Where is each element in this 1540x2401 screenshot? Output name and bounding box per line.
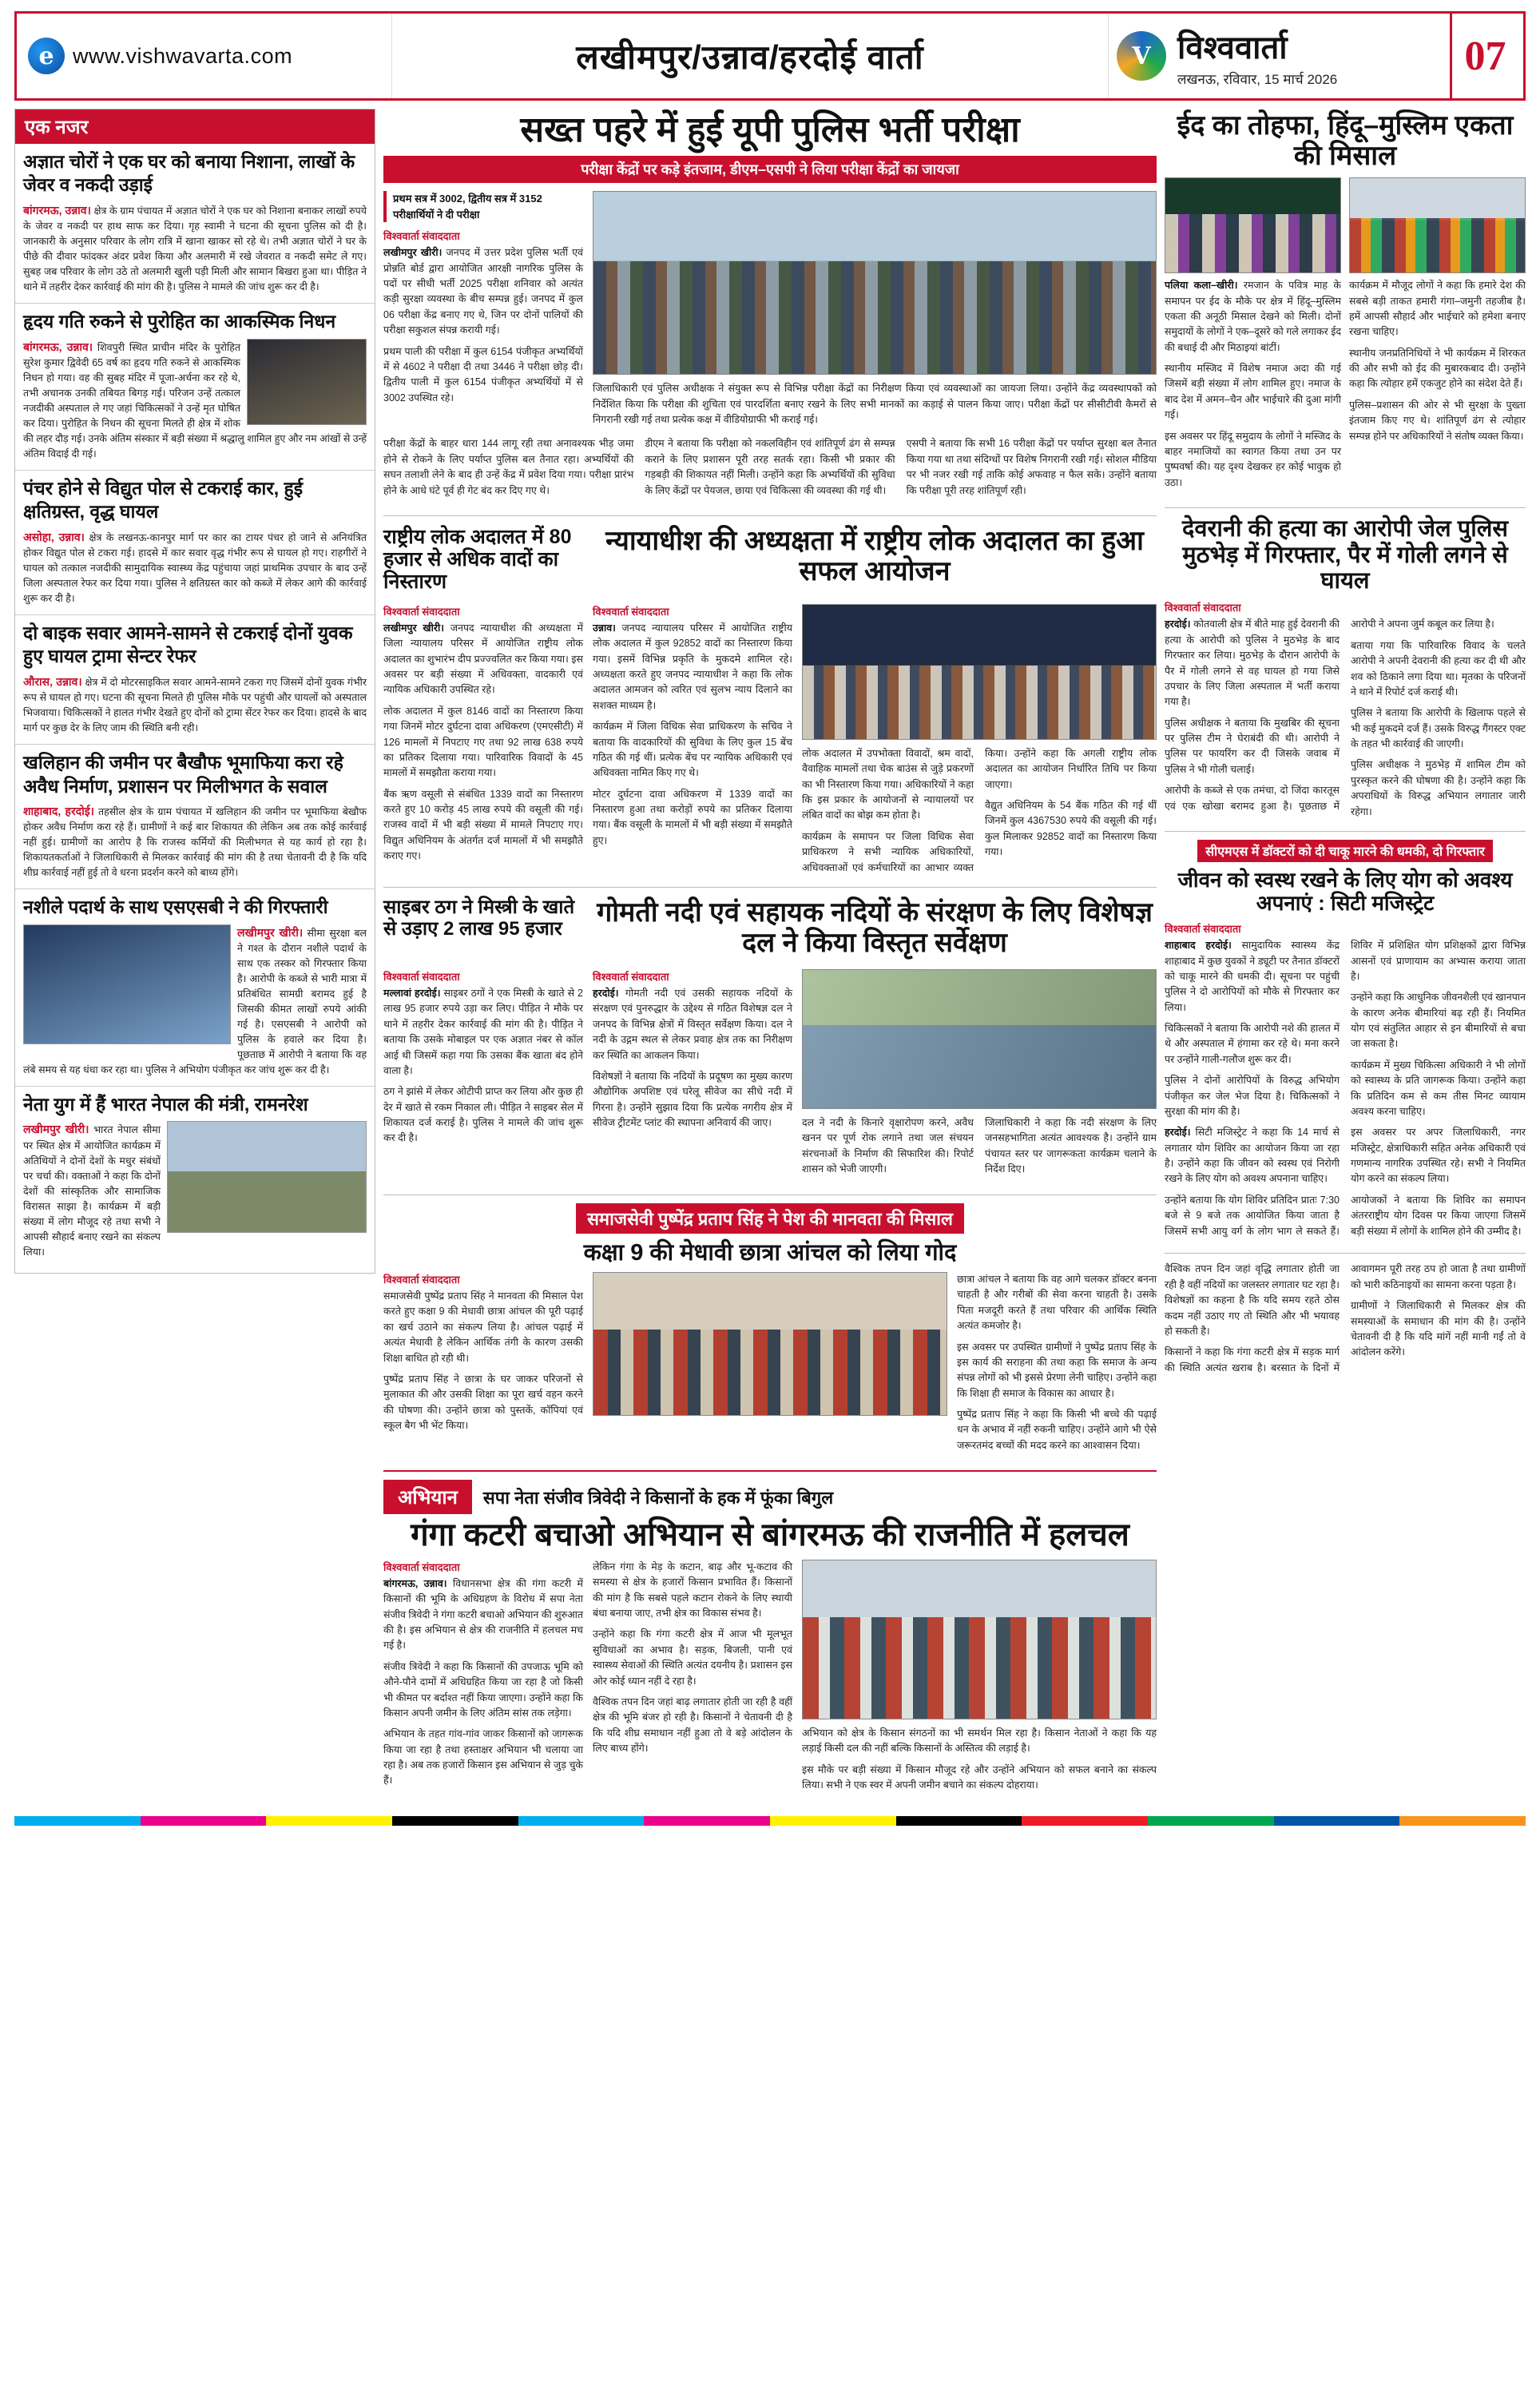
brand-mark-icon: V	[1117, 31, 1166, 81]
byline: विश्ववार्ता संवाददाता	[383, 230, 460, 243]
sidebar-item-text: क्षेत्र के लखनऊ-कानपुर मार्ग पर कार का टायर पंचर हो जाने से अनियंत्रित होकर विद्युत पोल से टकरा गई। हादसे में कार सवार वृद्ध गंभीर रूप से घायल हो गए। राहगीरों ने घायल को तत्काल नजदीकी सामुदायिक स्वास्थ्य केंद्र पहुंचाया जहां प्राथमिक उपचार के बाद उन्हें जिला अस्पताल रेफर कर दिया गया। पुलिस ने क्षतिग्रस्त कार को कब्जे में लेकर आगे की कार्रवाई शुरू कर दी है।	[23, 531, 367, 604]
article-photo	[802, 969, 1157, 1109]
right-column	[1165, 109, 1526, 1810]
list-item[interactable]	[15, 889, 375, 1087]
sidebar-item-text: सीमा सुरक्षा बल ने गश्त के दौरान नशीले पदार्थ के साथ एक तस्कर को गिरफ्तार किया है। आरोपी के कब्जे से भारी मात्रा में प्रतिबंधित सामग्री बरामद हुई है जिसकी कीमत लाखों रुपये आंकी गई है। एसएसबी ने आरोपी को पुलिस के हवाले कर दिया है। पूछताछ में आरोपी ने बताया कि वह लंबे समय से यह धंधा कर रहा था। पुलिस ने अभियोग पंजीकृत कर जांच शुरू कर दी है।	[23, 927, 367, 1075]
article-paragraph: वैश्विक तपन दिन जहां वृद्धि लगातार होती जा रही है वहीं नदियों का जलस्तर लगातार घट रहा है। विशेषज्ञों का कहना है कि यदि समय रहते ठोस कदम नहीं उठाए गए तो स्थिति और भी भयावह हो सकती है।	[1165, 1263, 1340, 1337]
article-paragraph: चिकित्सकों ने बताया कि आरोपी नशे की हालत में थे और अस्पताल में हंगामा कर रहे थे। मना करने पर उन्होंने गाली-गलौज शुरू कर दी।	[1165, 1023, 1340, 1065]
page-title: सख्त पहरे में हुई यूपी पुलिस भर्ती परीक्षा	[520, 110, 1020, 149]
article-yoga	[1165, 840, 1526, 1242]
article-paragraph: इस मौके पर बड़ी संख्या में किसान मौजूद रहे और उन्होंने अभियान को सफल बनाने का संकल्प लिया। सभी ने एक स्वर में अपनी जमीन बचाने का संकल्प दोहराया।	[802, 1763, 1157, 1791]
sidebar-photo	[23, 924, 231, 1044]
brand-dateline: लखनऊ, रविवार, 15 मार्च 2026	[1177, 72, 1338, 87]
masthead	[14, 11, 1526, 101]
edition-title: लखीमपुर/उन्नाव/हरदोई वार्ता	[576, 38, 924, 76]
article-photo	[802, 1560, 1157, 1719]
article-paragraph: पुलिस ने बताया कि आरोपी के खिलाफ पहले से भी कई मुकदमे दर्ज हैं। उसके विरुद्ध गैंगस्टर एक्ट के तहत भी कार्रवाई की जाएगी।	[1351, 707, 1526, 750]
article-paragraph: दल ने नदी के किनारे वृक्षारोपण करने, अवैध खनन पर पूर्ण रोक लगाने तथा जल संचयन संरचनाओं के निर्माण की सिफारिश की। रिपोर्ट शासन को भेजी जाएगी।	[802, 1117, 974, 1175]
article-police-exam	[383, 110, 1157, 504]
article-paragraph: रमजान के पवित्र माह के समापन पर ईद के मौके पर क्षेत्र में हिंदू–मुस्लिम एकता की अनूठी मिसाल देखने को मिली। दोनों समुदायों के लोगों ने एक–दूसरे को गले लगाकर ईद की बधाई दी और मिठाइयां बांटीं।	[1165, 280, 1341, 353]
article-paragraph: स्थानीय जनप्रतिनिधियों ने भी कार्यक्रम में शिरकत की और सभी को ईद की मुबारकबाद दी। उन्होंने कहा कि त्योहार हमें एकजुट होने का संदेश देते हैं।	[1349, 347, 1526, 390]
dateline: शाहाबाद हरदोई।	[1165, 940, 1232, 952]
article-headline: गंगा कटरी बचाओ अभियान से बांगरमऊ की राजनीति में हलचल	[411, 1517, 1129, 1553]
dateline: हरदोई।	[1165, 618, 1191, 630]
sidebar-item-dateline: बांगरमऊ, उन्नाव।	[23, 340, 93, 353]
article-paragraph: उन्होंने कहा कि गंगा कटरी क्षेत्र में आज भी मूलभूत सुविधाओं का अभाव है। सड़क, बिजली, पानी एवं स्वास्थ्य सेवाओं की स्थिति अत्यंत दयनीय है। प्रशासन इस ओर कोई ध्यान नहीं दे रहा है।	[593, 1628, 792, 1687]
sidebar-item-dateline: असोहा, उन्नाव।	[23, 530, 85, 543]
article-headline: समाजसेवी पुष्पेंद्र प्रताप सिंह ने पेश की मानवता की मिसाल	[576, 1203, 964, 1234]
article-paragraph: वैद्युत अधिनियम के 54 बैंक गठित की गई थीं जिनमें कुल 4367530 रुपये की वसूली की गई। कुल मिलाकर 92852 वादों का निस्तारण किया गया।	[985, 800, 1157, 858]
article-paragraph: पुलिस अधीक्षक ने बताया कि मुखबिर की सूचना पर पुलिस टीम ने घेराबंदी की थी। आरोपी ने पुलिस पर फायरिंग कर दी जिसके जवाब में पुलिस ने भी गोली चलाई।	[1165, 717, 1340, 775]
abhiyan-tag: अभियान	[383, 1480, 472, 1514]
dateline: बांगरमऊ, उन्नाव।	[383, 1577, 447, 1589]
masthead-edition-title	[392, 14, 1108, 98]
article-paragraph: समाजसेवी पुष्पेंद्र प्रताप सिंह ने मानवता की मिसाल पेश करते हुए कक्षा 9 की मेधावी छात्रा आंचल की पूरी पढ़ाई का खर्च उठाने का संकल्प लिया है। आंचल पढ़ाई में अत्यंत मेधावी है लेकिन आर्थिक तंगी के कारण उसकी शिक्षा बाधित हो रही थी।	[383, 1290, 583, 1364]
website-url[interactable]: www.vishwavarta.com	[73, 43, 293, 68]
article-paragraph: कार्यक्रम में जिला विधिक सेवा प्राधिकरण के सचिव ने बताया कि वादकारियों की सुविधा के लिए कुल 15 बेंच गठित की गई थीं। प्रत्येक बेंच पर न्यायिक अधिकारी एवं अधिवक्ता नामित किए गए थे।	[593, 721, 792, 779]
dateline: लखीमपुर खीरी।	[383, 247, 443, 259]
dateline: हरदोई।	[1165, 1127, 1191, 1139]
list-item[interactable]	[15, 144, 375, 304]
main-column	[383, 109, 1157, 1810]
article-paragraph: आरोपी के कब्जे से एक तमंचा, दो जिंदा कारतूस एवं एक खोखा बरामद हुआ है। पूछताछ में आरोपी ने अपना जुर्म कबूल कर लिया है।	[1165, 618, 1494, 812]
article-paragraph: जनपद न्यायालय परिसर में आयोजित राष्ट्रीय लोक अदालत में कुल 92852 वादों का निस्तारण किया गया। इसमें विभिन्न प्रकृति के मुकदमे शामिल रहे। अध्यक्षता करते हुए जनपद न्यायाधीश ने कहा कि लोक अदालत आमजन को त्वरित एवं सुलभ न्याय दिलाने का सशक्त माध्यम है।	[593, 622, 792, 711]
masthead-website-block	[17, 14, 392, 98]
byline: विश्ववार्ता संवाददाता	[1165, 923, 1241, 936]
sidebar-item-dateline: लखीमपुर खीरी।	[23, 1123, 89, 1136]
abhiyan-bar	[383, 1480, 1157, 1514]
article-paragraph: गोमती नदी एवं उसकी सहायक नदियों के संरक्षण एवं पुनरुद्धार के उद्देश्य से गठित विशेषज्ञ दल ने जनपद के विभिन्न क्षेत्रों में विस्तृत सर्वेक्षण किया। दल ने नदी के उद्गम स्थल से लेकर प्रवाह क्षेत्र तक का निरीक्षण कर स्थिति का आकलन किया।	[593, 988, 792, 1061]
list-item[interactable]	[15, 615, 375, 745]
sidebar-item-heading: नेता युग में हैं भारत नेपाल की मंत्री, रामनरेश	[23, 1093, 308, 1115]
sidebar-item-heading: अज्ञात चोरों ने एक घर को बनाया निशाना, लाखों के जेवर व नकदी उड़ाई	[23, 151, 355, 196]
article-ganga-continued	[1165, 1262, 1526, 1376]
article-paragraph: कार्यक्रम में मुख्य चिकित्सा अधिकारी ने भी लोगों को स्वास्थ्य के प्रति जागरूक किया। उन्होंने कहा कि प्रतिदिन कम से कम तीस मिनट व्यायाम अवश्य करना चाहिए।	[1351, 1059, 1526, 1117]
article-paragraph: ग्रामीणों ने जिलाधिकारी से मिलकर क्षेत्र की समस्याओं के समाधान की मांग की है। उन्होंने चेतावनी दी है कि यदि मांगें नहीं मानी गईं तो वे आंदोलन करेंगे।	[1351, 1300, 1526, 1358]
page-number: 07	[1450, 14, 1518, 98]
byline: विश्ववार्ता संवाददाता	[593, 971, 669, 984]
article-headline: जीवन को स्वस्थ रखने के लिए योग को अवश्य अपनाएं : सिटी मजिस्ट्रेट	[1177, 867, 1513, 916]
article-paragraph: परीक्षा केंद्रों के बाहर धारा 144 लागू रही तथा अनावश्यक भीड़ जमा होने से रोकने के लिए पर्याप्त पुलिस बल तैनात रहा। अभ्यर्थियों की सघन तलाशी लेने के बाद ही उन्हें केंद्र में प्रवेश दिया गया। परीक्षा प्रारंभ होने के आधे घंटे पूर्व ही गेट बंद कर दिए गए थे।	[383, 438, 634, 496]
list-item[interactable]	[15, 1087, 375, 1268]
article-bullet: प्रथम सत्र में 3002, द्वितीय सत्र में 3152 परीक्षार्थियों ने दी परीक्षा	[383, 191, 583, 222]
article-paragraph: जिलाधिकारी ने कहा कि नदी संरक्षण के लिए जनसहभागिता अत्यंत आवश्यक है। उन्होंने ग्राम पंचायत स्तर पर जागरूकता कार्यक्रम चलाने के निर्देश दिए।	[985, 1117, 1157, 1175]
article-devrani	[1165, 516, 1526, 820]
article-paragraph: अभियान के तहत गांव-गांव जाकर किसानों को जागरूक किया जा रहा है तथा हस्ताक्षर अभियान भी चलाया जा रहा है। अब तक हजारों किसान इस अभियान से जुड़ चुके हैं।	[383, 1728, 583, 1787]
byline: विश्ववार्ता संवाददाता	[383, 1274, 460, 1286]
article-headline: गोमती नदी एवं सहायक नदियों के संरक्षण के लिए विशेषज्ञ दल ने किया विस्तृत सर्वेक्षण	[597, 896, 1153, 958]
article-kicker: सीएमएस में डॉक्टरों को दी चाकू मारने की धमकी, दो गिरफ्तार	[1197, 840, 1493, 862]
byline: विश्ववार्ता संवाददाता	[383, 605, 460, 618]
article-paragraph: विधानसभा क्षेत्र की गंगा कटरी में किसानों की भूमि के अधिग्रहण के विरोध में सपा नेता संजीव त्रिवेदी ने गंगा कटरी बचाओ अभियान की शुरुआत की है। इस अभियान से क्षेत्र की राजनीति में हलचल मच गई है।	[383, 1577, 583, 1652]
byline: विश्ववार्ता संवाददाता	[1165, 602, 1241, 614]
sidebar-photo	[247, 339, 367, 425]
ek-nazar-title: एक नजर	[15, 109, 375, 144]
article-paragraph: इस अवसर पर अपर जिलाधिकारी, नगर मजिस्ट्रेट, क्षेत्राधिकारी सहित अनेक अधिकारी एवं गणमान्य नागरिक उपस्थित रहे। सभी ने नियमित योग करने का संकल्प लिया।	[1351, 1127, 1526, 1185]
article-kicker: राष्ट्रीय लोक अदालत में 80 हजार से अधिक वादों का निस्तारण	[383, 525, 572, 593]
article-headline: देवरानी की हत्या का आरोपी जेल पुलिस मुठभेड़ में गिरफ्तार, पैर में गोली लगने से घायल	[1182, 516, 1508, 594]
sidebar-item-text: भारत नेपाल सीमा पर स्थित क्षेत्र में आयोजित कार्यक्रम में अतिथियों ने दोनों देशों के मधुर संबंधों पर चर्चा की। वक्ताओं ने कहा कि दोनों देशों की सांस्कृतिक और सामाजिक विरासत साझा है। कार्यक्रम में बड़ी संख्या में लोग मौजूद रहे तथा सभी ने आपसी सौहार्द बनाए रखने का संकल्प लिया।	[23, 1124, 161, 1258]
dateline: मल्लावां हरदोई।	[383, 988, 441, 1000]
sidebar-photo	[167, 1121, 367, 1233]
article-paragraph: किसानों ने कहा कि गंगा कटरी क्षेत्र में सड़क मार्ग की स्थिति अत्यंत खराब है। बरसात के दिनों में आवागमन पूरी तरह ठप हो जाता है तथा ग्रामीणों को भारी कठिनाइयों का सामना करना पड़ता है।	[1165, 1263, 1526, 1373]
dateline: हरदोई।	[593, 988, 619, 1000]
article-photo	[1165, 177, 1341, 273]
sidebar-item-dateline: औरास, उन्नाव।	[23, 674, 82, 688]
article-paragraph: संजीव त्रिवेदी ने कहा कि किसानों की उपजाऊ भूमि को औने-पौने दामों में अधिग्रहित किया जा रहा है जो किसी भी कीमत पर बर्दाश्त नहीं किया जाएगा। उन्होंने कहा कि किसान अपनी जमीन के लिए अंतिम सांस तक लड़ेगा।	[383, 1660, 583, 1719]
article-paragraph: एसपी ने बताया कि सभी 16 परीक्षा केंद्रों पर पर्याप्त सुरक्षा बल तैनात किया गया था तथा संदिग्धों पर विशेष निगरानी रखी गई। सोशल मीडिया पर भी नजर रखी गई ताकि कोई अफवाह न फैल सके। उन्होंने बताया कि परीक्षा पूरी तरह शांतिपूर्ण रही।	[906, 438, 1157, 496]
article-paragraph: पुष्पेंद्र प्रताप सिंह ने कहा कि किसी भी बच्चे की पढ़ाई धन के अभाव में नहीं रुकनी चाहिए। उन्होंने आगे भी ऐसे जरूरतमंद बच्चों की मदद करने का आश्वासन दिया।	[957, 1409, 1157, 1451]
article-paragraph: स्थानीय मस्जिद में विशेष नमाज अदा की गई जिसमें बड़ी संख्या में लोग शामिल हुए। नमाज के बाद देश में अमन–चैन और भाईचारे की दुआ मांगी गई।	[1165, 363, 1341, 421]
sidebar-item-heading: दो बाइक सवार आमने-सामने से टकराई दोनों युवक हुए घायल ट्रामा सेन्टर रेफर	[23, 622, 353, 667]
article-abhiyan	[383, 1480, 1157, 1799]
article-paragraph: इस अवसर पर हिंदू समुदाय के लोगों ने मस्जिद के बाहर नमाजियों का स्वागत किया तथा उन पर पुष्पवर्षा की। यह दृश्य देखकर हर कोई भावुक हो उठा।	[1165, 430, 1341, 488]
article-paragraph: अभियान को क्षेत्र के किसान संगठनों का भी समर्थन मिल रहा है। किसान नेताओं ने कहा कि यह लड़ाई किसी दल की नहीं बल्कि किसानों के अस्तित्व की लड़ाई है।	[802, 1727, 1157, 1755]
article-paragraph: उन्होंने कहा कि आधुनिक जीवनशैली एवं खानपान के कारण अनेक बीमारियां बढ़ रही हैं। नियमित योग एवं संतुलित आहार से इन बीमारियों से बचा जा सकता है।	[1351, 992, 1526, 1050]
article-kicker: साइबर ठग ने मिस्त्री के खाते से उड़ाए 2 लाख 95 हजार	[383, 896, 575, 940]
printer-color-bar	[14, 1816, 1526, 1826]
article-samajsevi	[383, 1203, 1157, 1460]
article-photo	[1349, 177, 1526, 273]
article-paragraph: पुलिस ने दोनों आरोपियों के विरुद्ध अभियोग पंजीकृत कर जेल भेज दिया है। चिकित्सकों ने सुरक्षा की मांग की है।	[1165, 1075, 1340, 1117]
article-paragraph: मोटर दुर्घटना दावा अधिकरण में 1339 वादों का निस्तारण हुआ तथा करोड़ों रुपये का प्रतिकर दिलाया गया। बैंक वसूली के मामलों में भी बड़ी संख्या में समझौते हुए।	[593, 788, 792, 846]
dateline: उन्नाव।	[593, 622, 616, 634]
article-headline: ईद का तोहफा, हिंदू–मुस्लिम एकता की मिसाल	[1177, 110, 1514, 172]
ek-nazar-box	[14, 109, 375, 1274]
sidebar-item-heading: हृदय गति रुकने से पुरोहित का आकस्मिक निधन	[23, 311, 336, 332]
article-paragraph: ठग ने झांसे में लेकर ओटीपी प्राप्त कर लिया और कुछ ही देर में खाते से रकम निकाल ली। पीड़ित ने साइबर सेल में शिकायत दर्ज कराई है। पुलिस ने मामले की जांच शुरू कर दी है।	[383, 1086, 583, 1144]
list-item[interactable]	[15, 304, 375, 471]
article-paragraph: बताया गया कि पारिवारिक विवाद के चलते आरोपी ने अपनी देवरानी की हत्या कर दी थी और शव को ठिकाने लगा दिया था। मृतका के परिजनों ने थाने में रिपोर्ट दर्ज कराई थी।	[1351, 639, 1526, 698]
byline: विश्ववार्ता संवाददाता	[593, 605, 669, 618]
page-body	[14, 109, 1526, 1810]
left-column	[14, 109, 375, 1810]
dateline: लखीमपुर खीरी।	[383, 622, 444, 634]
article-paragraph: बैंक ऋण वसूली से संबंधित 1339 वादों का निस्तारण करते हुए 10 करोड़ 45 लाख रुपये की वसूली की गई। राजस्व वादों में भी बड़ी संख्या में मामले निपटाए गए। विद्युत अधिनियम के अंतर्गत दर्ज मामलों में भी समझौते कराए गए।	[383, 788, 583, 862]
sidebar-item-text: क्षेत्र के ग्राम पंचायत में अज्ञात चोरों ने एक घर को निशाना बनाकर लाखों रुपये के जेवर व नकदी पर हाथ साफ कर दिया। गृह स्वामी ने घटना की सूचना पुलिस को दी है। जानकारी के अनुसार परिवार के लोग रात्रि में खाना खाकर सो रहे थे। तभी अज्ञात चोरों ने घर के पीछे की दीवार फांदकर अंदर प्रवेश किया और अलमारी में रखे जेवरात व नकदी समेट ले गए। सुबह जब परिवार के लोग उठे तो अलमारी खुली पड़ी मिली और सामान बिखरा हुआ था। पीड़ित ने थाने में तहरीर देकर कार्रवाई की मांग की है। पुलिस ने मामले की जांच शुरू कर दी है।	[23, 205, 367, 293]
masthead-brand-block	[1108, 14, 1523, 98]
article-paragraph: छात्रा आंचल ने बताया कि वह आगे चलकर डॉक्टर बनना चाहती है और गरीबों की सेवा करना चाहती है। उसके पिता मजदूरी करते हैं तथा परिवार की आर्थिक स्थिति अत्यंत कमजोर है।	[957, 1274, 1157, 1332]
byline: विश्ववार्ता संवाददाता	[383, 971, 460, 984]
article-paragraph: प्रथम पाली की परीक्षा में कुल 6154 पंजीकृत अभ्यर्थियों में से 4602 ने परीक्षा दी तथा 3446 ने परीक्षा छोड़ दी। द्वितीय पाली में कुल 6154 पंजीकृत अभ्यर्थियों में से 3002 उपस्थित रहे।	[383, 345, 583, 403]
article-eid	[1165, 110, 1526, 496]
article-photo	[593, 1272, 947, 1416]
article-paragraph: वैश्विक तपन दिन जहां बाढ़ लगातार होती जा रही है वहीं क्षेत्र की भूमि बंजर हो रही है। किसानों ने चेतावनी दी है कि यदि शीघ्र समाधान नहीं हुआ तो वे बड़े आंदोलन के लिए बाध्य होंगे।	[593, 1695, 792, 1755]
sidebar-item-dateline: लखीमपुर खीरी।	[237, 925, 304, 939]
article-paragraph: पुलिस–प्रशासन की ओर से भी सुरक्षा के पुख्ता इंतजाम किए गए थे। शांतिपूर्ण ढंग से त्योहार सम्पन्न होने पर अधिकारियों ने संतोष व्यक्त किया।	[1349, 399, 1526, 442]
article-paragraph: विशेषज्ञों ने बताया कि नदियों के प्रदूषण का मुख्य कारण औद्योगिक अपशिष्ट एवं घरेलू सीवेज का सीधे नदी में गिरना है। उन्होंने सुझाव दिया कि प्रत्येक नगरीय क्षेत्र में सीवेज ट्रीटमेंट प्लांट की स्थापना अनिवार्य की जाए।	[593, 1070, 792, 1129]
article-photo	[802, 604, 1157, 740]
article-lok-adalat	[383, 524, 1157, 876]
article-paragraph: कार्यक्रम में मौजूद लोगों ने कहा कि हमारे देश की सबसे बड़ी ताकत हमारी गंगा–जमुनी तहजीब है। हमें आपसी सौहार्द और भाईचारे को हमेशा बनाए रखना चाहिए।	[1349, 280, 1526, 338]
article-subhead: कक्षा 9 की मेधावी छात्रा आंचल को लिया गोद	[583, 1239, 957, 1266]
article-paragraph: जनपद में उत्तर प्रदेश पुलिस भर्ती एवं प्रोन्नति बोर्ड द्वारा आयोजित आरक्षी नागरिक पुलिस के पदों पर सीधी भर्ती 2025 परीक्षा शनिवार को अत्यंत कड़ी सुरक्षा व्यवस्था के बीच सम्पन्न हुई। जनपद में कुल 06 परीक्षा केंद्र बनाए गए थे, जिन पर दोनों पालियों की परीक्षा सकुशल संपन्न करायी गई।	[383, 247, 584, 336]
list-item[interactable]	[15, 745, 375, 889]
article-paragraph: पुष्पेंद्र प्रताप सिंह ने छात्रा के घर जाकर परिजनों से मुलाकात की और उसकी शिक्षा का पूरा खर्च वहन करने की घोषणा की। उन्होंने छात्रा को पुस्तकें, कॉपियां एवं स्कूल बैग भी भेंट किया।	[383, 1373, 583, 1432]
abhiyan-tagline: सपा नेता संजीव त्रिवेदी ने किसानों के हक में फूंका बिगुल	[482, 1487, 834, 1508]
article-photo	[593, 191, 1157, 375]
byline: विश्ववार्ता संवाददाता	[383, 1560, 460, 1573]
article-headline: न्यायाधीश की अध्यक्षता में राष्ट्रीय लोक अदालत का हुआ सफल आयोजन	[605, 525, 1144, 586]
article-paragraph: इस अवसर पर उपस्थित ग्रामीणों ने पुष्पेंद्र प्रताप सिंह के इस कार्य की सराहना की तथा कहा कि समाज के अन्य संपन्न लोगों को भी इससे प्रेरणा लेनी चाहिए। उन्होंने कहा कि शिक्षा ही समाज के विकास का आधार है।	[957, 1341, 1157, 1399]
dateline: पलिया कला–खीरी।	[1165, 280, 1238, 292]
article-paragraph: उन्होंने बताया कि योग शिविर प्रतिदिन प्रातः 7:30 बजे से 9 बजे तक आयोजित किया जाता है जिसमें सभी आयु वर्ग के लोग भाग ले सकते हैं। शिविर में प्रशिक्षित योग प्रशिक्षकों द्वारा विभिन्न आसनों एवं प्राणायाम का अभ्यास कराया जाता है।	[1165, 940, 1526, 1237]
article-paragraph: सिटी मजिस्ट्रेट ने कहा कि 14 मार्च से लगातार योग शिविर का आयोजन किया जा रहा है। उन्होंने कहा कि जीवन को स्वस्थ एवं निरोगी रखने के लिए योग को अवश्य अपनाना चाहिए।	[1165, 1127, 1340, 1185]
sidebar-item-dateline: शाहाबाद, हरदोई।	[23, 805, 94, 817]
article-gomti-river	[383, 896, 1157, 1183]
article-paragraph: लोक अदालत में कुल 8146 वादों का निस्तारण किया गया जिनमें मोटर दुर्घटना दावा अधिकरण (एमएसीटी) में 126 मामलों में निपटाए गए तथा 92 लाख 638 रुपये का प्रतिकर दिलाया गया। पारिवारिक विवादों के 45 मामलों में समझौता कराया गया।	[383, 705, 583, 779]
article-paragraph: जनपद न्यायाधीश की अध्यक्षता में जिला न्यायालय परिसर में आयोजित राष्ट्रीय लोक अदालत का शुभारंभ दीप प्रज्ज्वलित कर किया गया। इस अवसर पर बड़ी संख्या में अधिवक्ता, वादकारी एवं न्यायिक अधिकारी उपस्थित रहे।	[383, 622, 583, 696]
article-paragraph: जिलाधिकारी एवं पुलिस अधीक्षक ने संयुक्त रूप से विभिन्न परीक्षा केंद्रों का निरीक्षण किया एवं व्यवस्थाओं का जायजा लिया। उन्होंने केंद्र व्यवस्थापकों को निर्देशित किया कि परीक्षा की शुचिता एवं पारदर्शिता बनाए रखने के लिए सभी मानकों का कड़ाई से पालन किया जाए। परीक्षा केंद्रों पर सीसीटीवी कैमरों से निगरानी रखी गई तथा प्रत्येक कक्ष में वीडियोग्राफी भी कराई गई।	[593, 383, 1157, 426]
brand-name: विश्ववार्ता	[1177, 30, 1288, 66]
article-paragraph: कार्यक्रम के समापन पर जिला विधिक सेवा प्राधिकरण ने सभी न्यायिक अधिकारियों, अधिवक्ताओं एवं कर्मचारियों का आभार व्यक्त किया। उन्होंने कहा कि अगली राष्ट्रीय लोक अदालत का आयोजन निर्धारित तिथि पर किया जाएगा।	[802, 747, 1157, 873]
article-paragraph: डीएम ने बताया कि परीक्षा को नकलविहीन एवं शांतिपूर्ण ढंग से सम्पन्न कराने के लिए प्रशासन पूरी तरह सतर्क रहा। किसी भी प्रकार की गड़बड़ी की शिकायत नहीं मिली। उन्होंने कहा कि अभ्यर्थियों की सुविधा के लिए केंद्रों पर पेयजल, छाया एवं चिकित्सा की व्यवस्था की गई थी।	[645, 438, 895, 496]
article-paragraph: लेकिन गंगा के मेड़ के कटान, बाढ़ और भू-कटाव की समस्या से क्षेत्र के हजारों किसान प्रभावित हैं। किसानों की मांग है कि सबसे पहले कटान रोकने के लिए स्थायी बंधा बनाया जाए, तभी क्षेत्र का विकास संभव है।	[593, 1560, 792, 1620]
article-paragraph: सामुदायिक स्वास्थ्य केंद्र शाहाबाद में कुछ युवकों ने ड्यूटी पर तैनात डॉक्टरों को चाकू मारने की धमकी दी। सूचना पर पहुंची पुलिस ने दो आरोपियों को मौके से गिरफ्तार कर लिया।	[1165, 940, 1340, 1013]
article-paragraph: पुलिस अधीक्षक ने मुठभेड़ में शामिल टीम को पुरस्कृत करने की घोषणा की है। उन्होंने कहा कि अपराधियों के विरुद्ध अभियान लगातार जारी रहेगा।	[1351, 759, 1526, 817]
sidebar-item-dateline: बांगरमऊ, उन्नाव।	[23, 203, 91, 217]
article-paragraph: कोतवाली क्षेत्र में बीते माह हुई देवरानी की हत्या के आरोपी को पुलिस ने मुठभेड़ के बाद गिरफ्तार कर लिया। मुठभेड़ के दौरान आरोपी के पैर में गोली लगने से वह घायल हो गया जिसे उपचार के लिए जिला अस्पताल में भर्ती कराया गया है।	[1165, 618, 1340, 708]
sidebar-item-text: क्षेत्र में दो मोटरसाइकिल सवार आमने-सामने टकरा गए जिसमें दोनों युवक गंभीर रूप से घायल हो गए। घटना की सूचना मिलते ही पुलिस मौके पर पहुंची और घायलों को अस्पताल भिजवाया। चिकित्सकों ने हालत गंभीर देखते हुए दोनों को ट्रामा सेंटर रेफर कर दिया। हादसे के बाद मार्ग पर कुछ देर के लिए जाम की स्थिति बनी रही।	[23, 676, 367, 734]
globe-icon: e	[28, 38, 65, 74]
article-paragraph: आयोजकों ने बताया कि शिविर का समापन अंतरराष्ट्रीय योग दिवस पर किया जाएगा जिसमें बड़ी संख्या में लोगों के शामिल होने की उम्मीद है।	[1351, 1194, 1526, 1237]
article-subhead: परीक्षा केंद्रों पर कड़े इंतजाम, डीएम–एसपी ने लिया परीक्षा केंद्रों का जायजा	[383, 156, 1157, 183]
sidebar-item-text: तहसील क्षेत्र के ग्राम पंचायत में खलिहान की जमीन पर भूमाफिया बेखौफ होकर अवैध निर्माण करा रहे हैं। ग्रामीणों ने कई बार शिकायत की लेकिन अब तक कोई कार्रवाई नहीं हुई। ग्रामीणों का आरोप है कि राजस्व कर्मियों की मिलीभगत से यह कार्य हो रहा है। शिकायतकर्ताओं ने जिलाधिकारी से मिलकर कार्रवाई की मांग की है तथा चेतावनी दी है कि यदि शीघ्र कार्रवाई नहीं हुई तो वे धरना प्रदर्शन करने को बाध्य होंगे।	[23, 806, 367, 879]
sidebar-item-heading: पंचर होने से विद्युत पोल से टकराई कार, हुई क्षतिग्रस्त, वृद्ध घायल	[23, 477, 304, 523]
article-paragraph: साइबर ठगों ने एक मिस्त्री के खाते से 2 लाख 95 हजार रुपये उड़ा कर लिए। पीड़ित ने मौके पर थाने में तहरीर देकर कार्रवाई की मांग की है। पीड़ित ने बताया कि उसके मोबाइल पर एक अज्ञात नंबर से कॉल आई थी जिसमें कहा गया कि उसका बैंक खाता बंद होने वाला है।	[383, 988, 583, 1076]
sidebar-item-heading: खलिहान की जमीन पर बैखौफ भूमाफिया करा रहे अवैध निर्माण, प्रशासन पर मिलीभगत के सवाल	[23, 752, 343, 797]
sidebar-item-text: शिवपुरी स्थित प्राचीन मंदिर के पुरोहित सुरेश कुमार द्विवेदी 65 वर्ष का हृदय गति रुकने से आकस्मिक निधन हो गया। वह की सुबह मंदिर में पूजा-अर्चना कर रहे थे, तभी अचानक उनकी तबियत बिगड़ गई। परिजन उन्हें तत्काल नजदीकी अस्पताल ले गए जहां चिकित्सकों ने उन्हें मृत घोषित कर दिया। पुरोहित के निधन की सूचना मिलते ही क्षेत्र में शोक की लहर दौड़ गई। उनके अंतिम संस्कार में बड़ी संख्या में श्रद्धालु शामिल हुए और नम आंखों से उन्हें अंतिम विदाई दी गई।	[23, 341, 367, 459]
article-paragraph: लोक अदालत में उपभोक्ता विवादों, श्रम वादों, वैवाहिक मामलों तथा चेक बाउंस से जुड़े प्रकरणों का भी निस्तारण किया गया। अधिकारियों ने कहा कि इस प्रकार के आयोजनों से न्यायालयों पर लंबित वादों का बोझ कम होता है।	[802, 747, 974, 821]
list-item[interactable]	[15, 471, 375, 615]
sidebar-item-heading: नशीले पदार्थ के साथ एसएसबी ने की गिरफ्तारी	[23, 896, 328, 918]
